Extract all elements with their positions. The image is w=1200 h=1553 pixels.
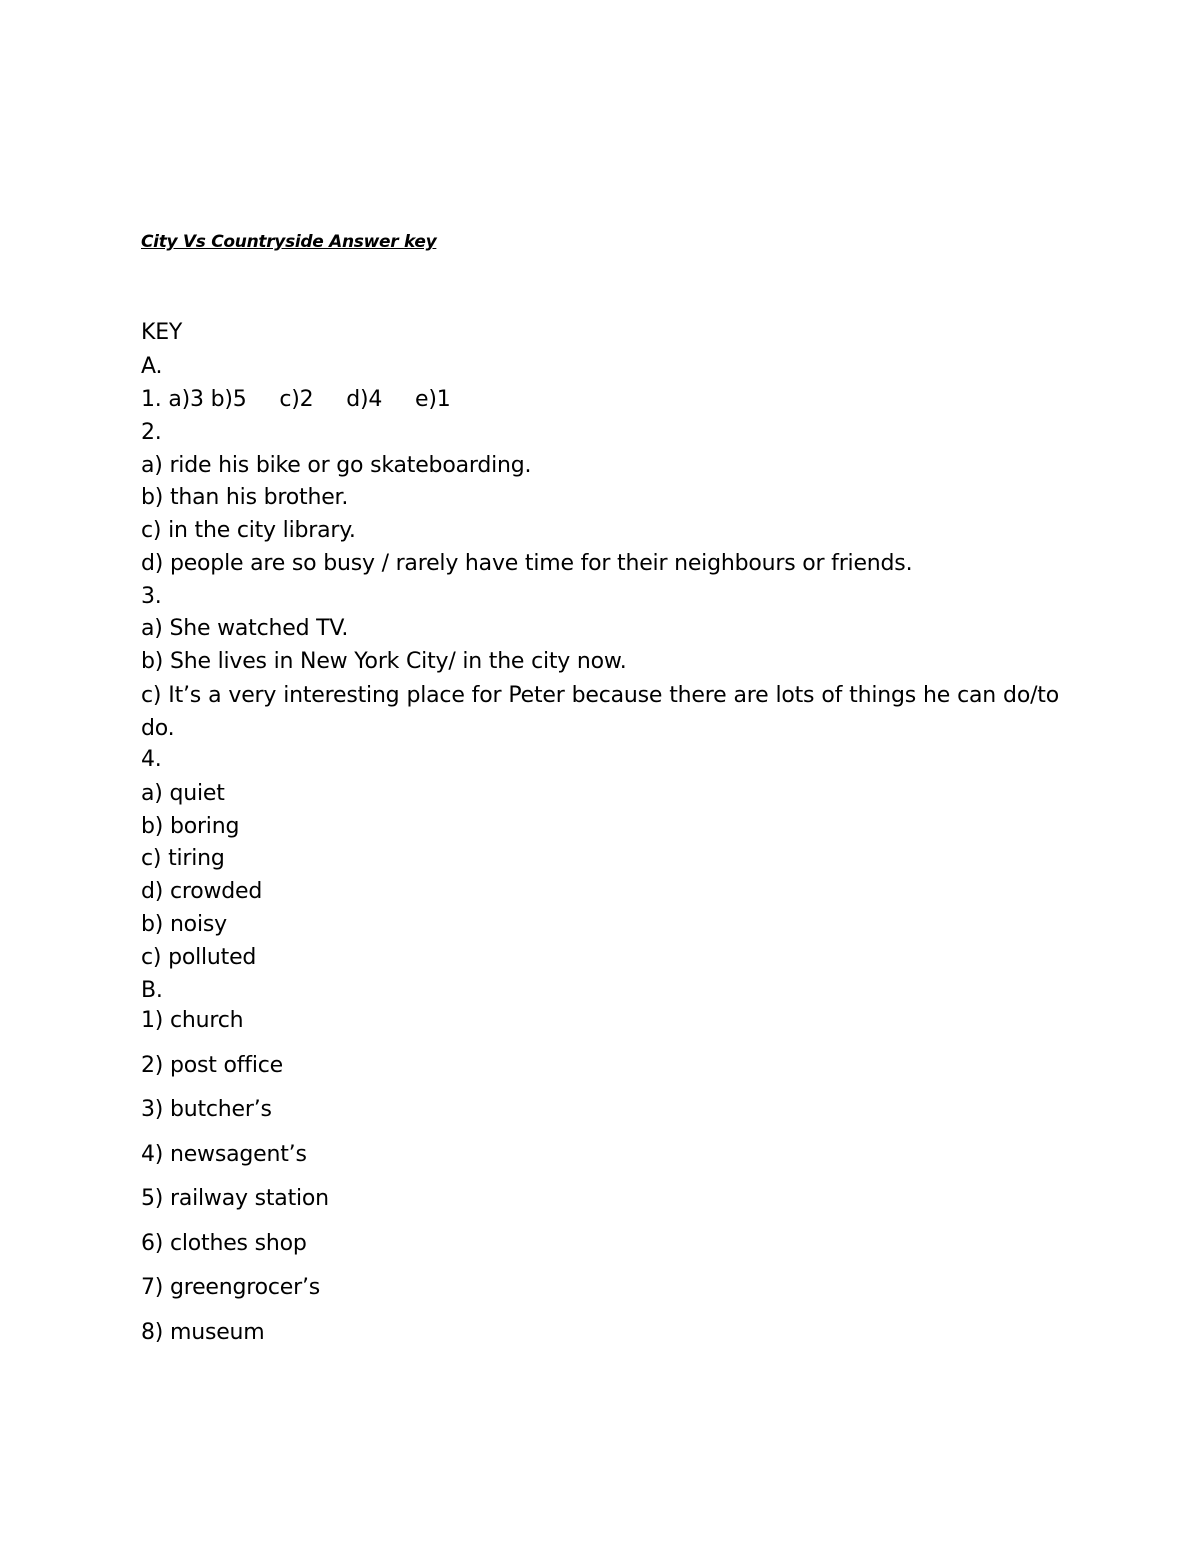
answer-item: c)2 (279, 387, 314, 412)
answer-line: 1) church (141, 1008, 244, 1033)
answer-line: b) than his brother. (141, 485, 349, 510)
answer-line: d) people are so busy / rarely have time for their neighbours or friends. (141, 551, 913, 576)
question-2-number: 2. (141, 420, 162, 445)
answer-line: c) It’s a very interesting place for Peter because there are lots of things he can do/to do. (141, 683, 1059, 741)
question-number: 1. (141, 387, 162, 412)
answer-item: b)5 (210, 387, 247, 412)
section-b-heading: B. (141, 978, 163, 1003)
question-1-answers (141, 386, 451, 414)
answer-line: b) noisy (141, 912, 227, 937)
answer-line: 5) railway station (141, 1186, 329, 1211)
answer-line: c) polluted (141, 945, 257, 970)
answer-line: 7) greengrocer’s (141, 1275, 321, 1300)
answer-line: 3) butcher’s (141, 1097, 272, 1122)
answer-line: c) in the city library. (141, 518, 356, 543)
answer-line: 2) post office (141, 1053, 283, 1078)
answer-line: 4) newsagent’s (141, 1142, 307, 1167)
answer-line: c) tiring (141, 846, 225, 871)
section-a-heading: A. (141, 354, 163, 379)
answer-line: a) quiet (141, 781, 225, 806)
document-title: City Vs Countryside Answer key (141, 232, 437, 252)
answer-line: 6) clothes shop (141, 1231, 307, 1256)
answer-item: a)3 (168, 387, 204, 412)
answer-item: e)1 (415, 387, 451, 412)
answer-line: d) crowded (141, 879, 263, 904)
key-heading: KEY (141, 320, 183, 345)
answer-line: a) ride his bike or go skateboarding. (141, 453, 532, 478)
answer-line: b) She lives in New York City/ in the city now. (141, 649, 627, 674)
question-3-number: 3. (141, 584, 162, 609)
answer-line: 8) museum (141, 1320, 265, 1345)
answer-item: d)4 (346, 387, 383, 412)
answer-line: a) She watched TV. (141, 616, 349, 641)
question-4-number: 4. (141, 747, 162, 772)
answer-line: b) boring (141, 814, 240, 839)
